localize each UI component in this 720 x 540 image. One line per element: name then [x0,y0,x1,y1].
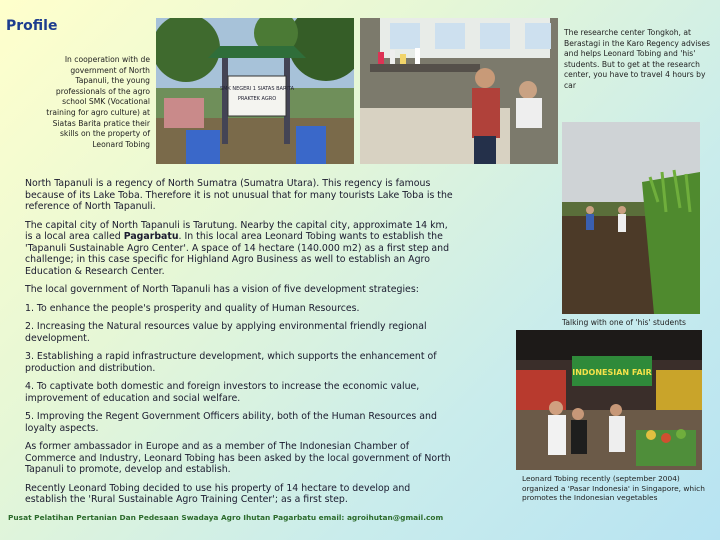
school-photo-caption: In cooperation with de government of North Tapanuli, the young professionals of the agro school SMK (Vocational training for agro culture) at Siatas Barita pratice their skills on the property of Leonard Tobing [46,55,150,149]
strategy-5: 5. Improving the Regent Government Officers ability, both of the Human Resources and loyalty aspects. [25,411,437,434]
field-photo-caption: Talking with one of 'his' students [562,318,686,327]
field-photo [562,122,700,314]
pagarbatu-bold: Pagarbatu [123,231,179,243]
body-text [25,178,455,513]
paragraph-capital-part-1: The capital city of North Tapanuli is Tarutung. Nearby the capital city, approximate 14 km, is a local area called [25,219,448,243]
fair-photo-caption: Leonard Tobing recently (september 2004) organized a 'Pasar Indonesia' in Singapore, which promotes the Indonesian vegetables [522,474,705,503]
paragraph-capital [25,220,455,278]
research-center-caption: The researche center Tongkoh, at Berastagi in the Karo Regency advises and helps Leonard Tobing and 'his' students. But to get at the research center, you have to travel 4 hours by car [564,28,710,90]
strategy-2: 2. Increasing the Natural resources value by applying environmental friendly regional development. [25,321,427,344]
paragraph-recent: Recently Leonard Tobing decided to use his property of 14 hectare to develop and establish the 'Rural Sustainable Agro Training Center'; as a first step. [25,482,411,506]
paragraph-ambassador: As former ambassador in Europe and as a member of The Indonesian Chamber of Commerce and Industry, Leonard Tobing has been asked by the local government of North Tapanuli to promote, develop and establish. [25,441,451,476]
page-title: Profile [6,18,58,34]
sign-line-2: PRAKTEK AGRO [237,96,277,102]
school-sign-photo [156,18,354,164]
paragraph-vision: The local government of North Tapanuli has a vision of five development strategies: [25,284,419,296]
strategy-1: 1. To enhance the people's prosperity and quality of Human Resources. [25,302,360,314]
indonesian-fair-photo [516,330,702,470]
paragraph-capital-part-2: . In this local area Leonard Tobing wants to establish the 'Tapanuli Sustainable Agro Center'. A space of 14 hectare (140.000 m2) as a first step and challenge; in this case specific for Highland Agro Business as well to establish an Agro Education & Research Center. [25,231,450,277]
research-lab-photo [360,18,558,164]
strategy-3: 3. Establishing a rapid infrastructure development, which supports the enhancement of production and distribution. [25,351,437,374]
paragraph-intro: North Tapanuli is a regency of North Sumatra (Sumatra Utara). This regency is famous because of its Lake Toba. Therefore it is not unusual that for many tourists Lake Toba is the reference of North Tapanuli. [25,178,453,213]
strategy-4: 4. To captivate both domestic and foreign investors to increase the economic value, improvement of education and social welfare. [25,381,420,404]
fair-banner-text: INDONESIAN FAIR [572,368,652,377]
sign-line-1: SMK NEGERI 1 SIATAS BARITA [219,86,295,92]
footer-contact: Pusat Pelatihan Pertanian Dan Pedesaan Swadaya Agro Ihutan Pagarbatu email: agroihutan@gmail.com [8,513,444,522]
